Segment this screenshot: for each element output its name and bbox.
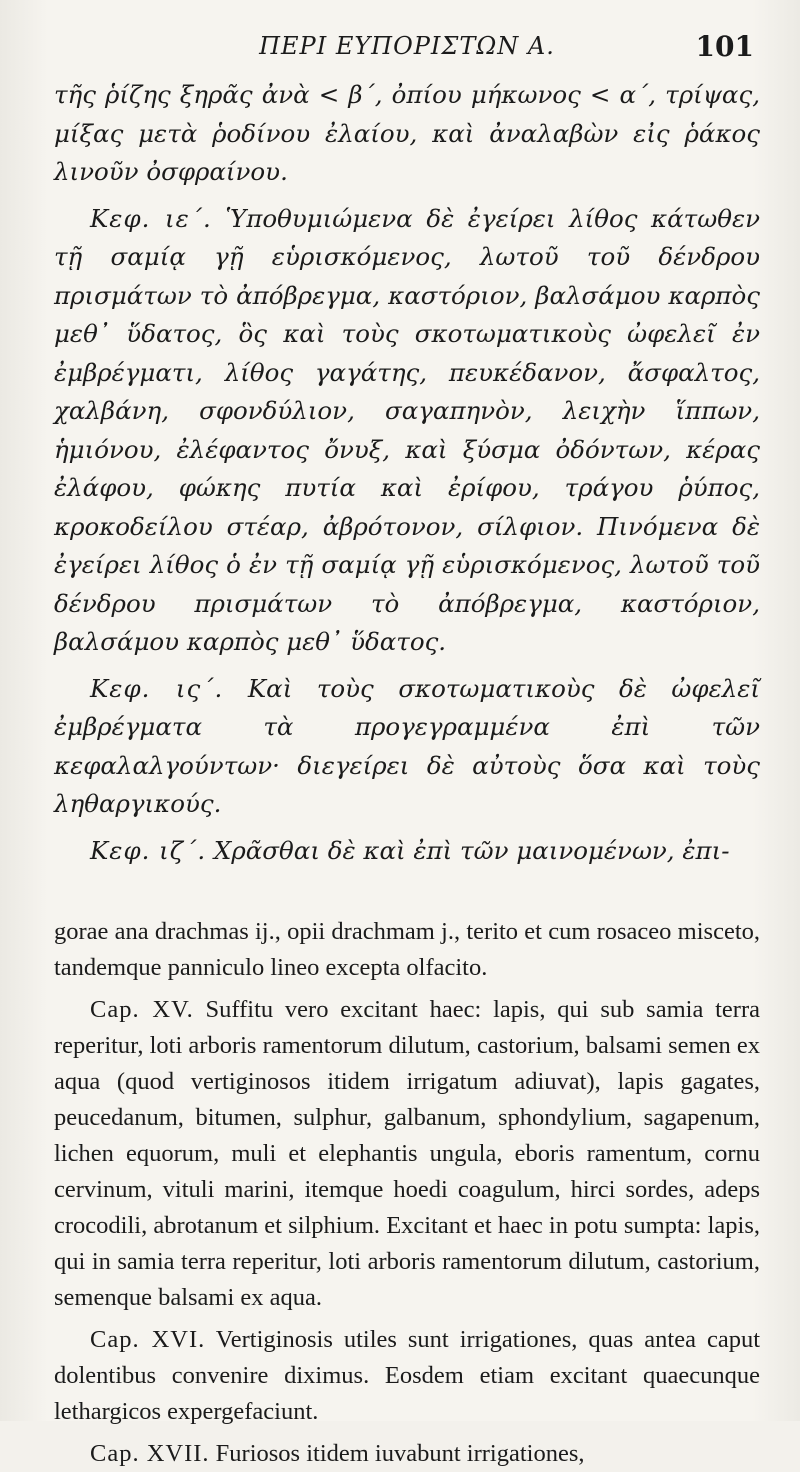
greek-chapter-17-label: Κεφ. ιζ΄. — [90, 835, 207, 865]
latin-chapter-17-label: Cap. XVII. — [90, 1440, 210, 1467]
page-header — [54, 24, 760, 76]
latin-chapter-17-text: Furiosos itidem iuvabunt irrigationes, — [215, 1440, 585, 1467]
latin-text-block — [54, 914, 760, 1472]
greek-chapter-16-text: Καὶ τοὺς σκοτωματικοὺς δὲ ὠφελεῖ ἐμβρέγματα τὰ προγεγραμμένα ἐπὶ τῶν κεφαλαλγούντων· διεγείρει δὲ αὐτοὺς ὅσα καὶ τοὺς ληθαργικούς. — [54, 673, 760, 818]
greek-paragraph-1: τῆς ῥίζης ξηρᾶς ἀνὰ < β΄, ὀπίου μήκωνος < α΄, τρίψας, μίξας μετὰ ῥοδίνου ἐλαίου, καὶ ἀναλαβὼν εἰς ῥάκος λινοῦν ὀσφραίνου. — [54, 80, 760, 186]
latin-chapter-16 — [54, 1322, 760, 1430]
page-number: 101 — [695, 30, 754, 63]
greek-text-block — [54, 76, 760, 870]
latin-chapter-15-label: Cap. XV. — [90, 996, 194, 1023]
greek-chapter-17 — [54, 832, 760, 871]
greek-chapter-15 — [54, 200, 760, 662]
greek-chapter-15-label: Κεφ. ιε΄. — [90, 203, 212, 233]
latin-chapter-15 — [54, 992, 760, 1316]
greek-chapter-16-label: Κεφ. ις΄. — [90, 673, 224, 703]
greek-chapter-17-text: Χρᾶσθαι δὲ καὶ ἐπὶ τῶν μαινομένων, ἐπι- — [213, 835, 730, 865]
latin-paragraph-1: gorae ana drachmas ij., opii drachmam j., terito et cum rosaceo misceto, tandemque panniculo lineo excepta olfacito. — [54, 918, 760, 981]
running-head: ΠΕΡΙ ΕΥΠΟΡΙΣΤΩΝ Α. — [259, 32, 555, 60]
latin-chapter-15-text: Suffitu vero excitant haec: lapis, qui sub samia terra reperitur, loti arboris ramentorum dilutum, castorium, balsami semen ex aqua (quod vertiginosos itidem irrigatum adiuvat), lapis gagates, peucedanum, bitumen, sulphur, galbanum, sphondylium, sagapenum, lichen equorum, muli et elephantis ungula, eboris ramentum, cornu cervinum, vituli marini, itemque hoedi coagulum, hirci sordes, adeps crocodili, abrotanum et silphium. Excitant et haec in potu sumpta: lapis, qui in samia terra reperitur, loti arboris ramentorum dilutum, castorium, semenque balsami ex aqua. — [54, 996, 760, 1311]
greek-chapter-15-text: Ὑποθυμιώμενα δὲ ἐγείρει λίθος κάτωθεν τῇ σαμίᾳ γῇ εὑρισκόμενος, λωτοῦ τοῦ δένδρου πρισμάτων τὸ ἀπόβρεγμα, καστόριον, βαλσάμου καρπὸς μεθ᾽ ὕδατος, ὃς καὶ τοὺς σκοτωματικοὺς ὠφελεῖ ἐν ἐμβρέγματι, λίθος γαγάτης, πευκέδανον, ἄσφαλτος, χαλβάνη, σφονδύλιον, σαγαπηνὸν, λειχὴν ἵππων, ἡμιόνου, ἐλέφαντος ὄνυξ, καὶ ξύσμα ὀδόντων, κέρας ἐλάφου, φώκης πυτία καὶ ἐρίφου, τράγου ῥύπος, κροκοδείλου στέαρ, ἀβρότονον, σίλφιον. Πινόμενα δὲ ἐγείρει λίθος ὁ ἐν τῇ σαμίᾳ γῇ εὑρισκόμενος, λωτοῦ τοῦ δένδρου πρισμάτων τὸ ἀπόβρεγμα, καστόριον, βαλσάμου καρπὸς μεθ᾽ ὕδατος. — [54, 203, 760, 656]
latin-chapter-17 — [54, 1436, 760, 1472]
greek-chapter-16 — [54, 670, 760, 824]
latin-chapter-16-text: Vertiginosis utiles sunt irrigationes, quas antea caput dolentibus convenire diximus. Eosdem etiam excitant quaecunque lethargicos expergefaciunt. — [54, 1326, 761, 1425]
latin-chapter-16-label: Cap. XVI. — [90, 1326, 206, 1353]
